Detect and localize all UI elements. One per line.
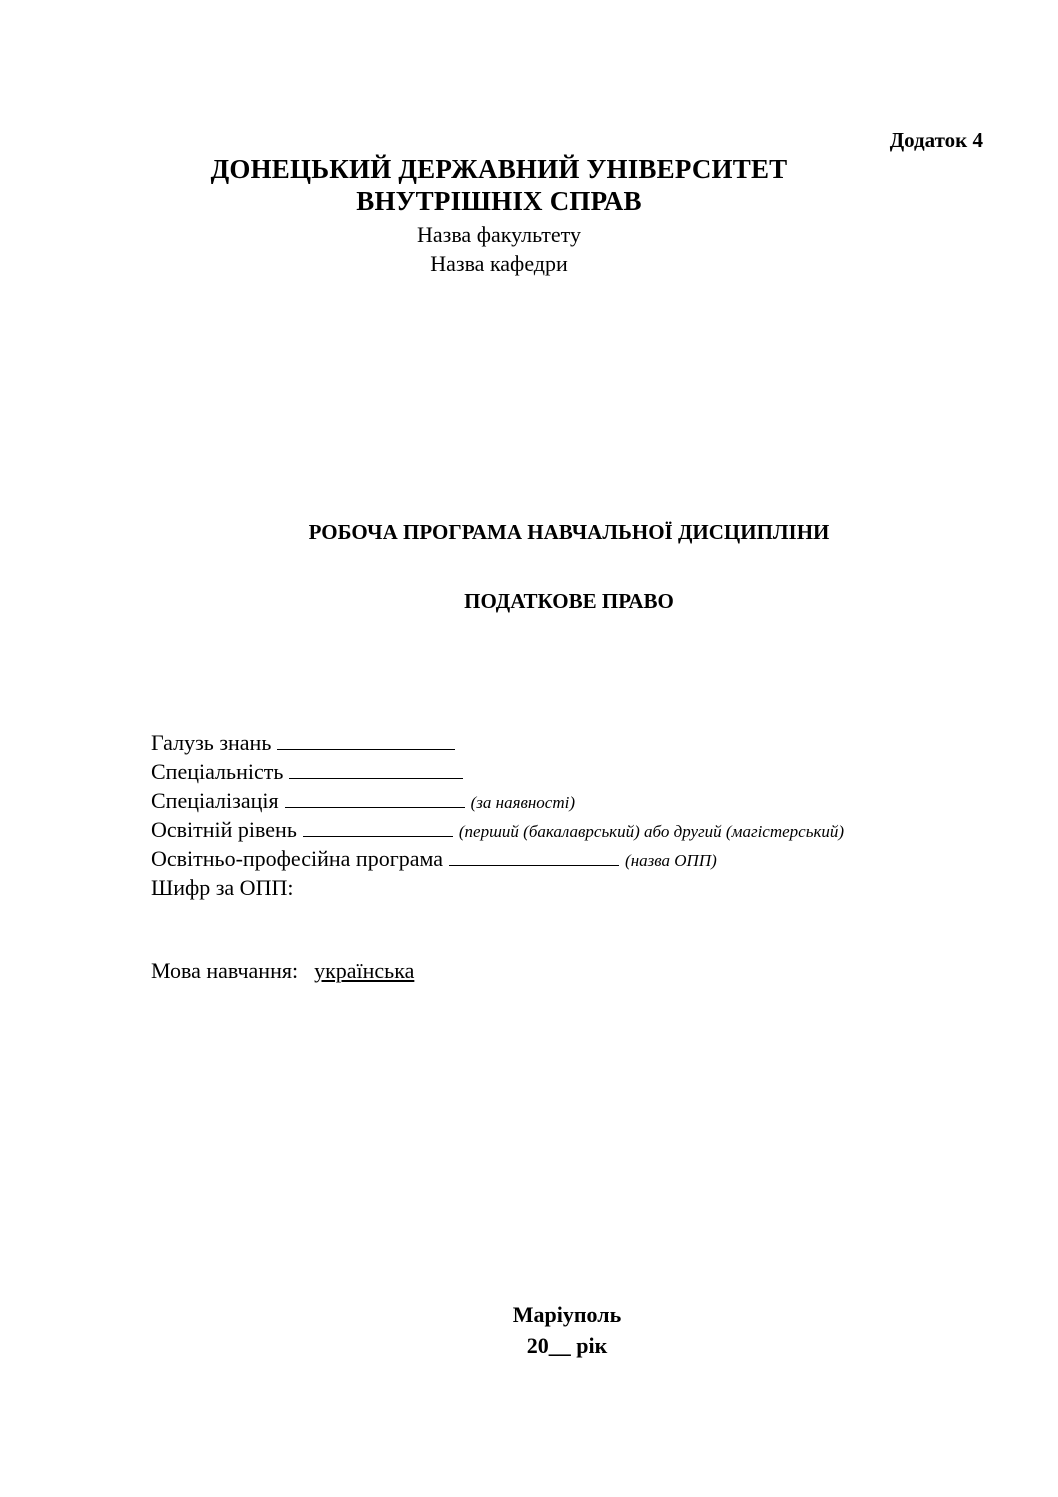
field-note: (назва ОПП) (625, 851, 717, 870)
language-label: Мова навчання: (151, 958, 299, 983)
blank-line (303, 816, 453, 837)
faculty-name: Назва факультету (416, 222, 581, 247)
blank-line (277, 729, 455, 750)
field-note: (за наявності) (470, 793, 576, 812)
field-specialty (151, 757, 844, 786)
university-name-line2: ВНУТРІШНІХ СПРАВ (356, 186, 642, 216)
city-name: Маріуполь (512, 1302, 622, 1327)
blank-line (449, 845, 619, 866)
field-program-code (151, 873, 844, 902)
university-name-line1: ДОНЕЦЬКИЙ ДЕРЖАВНИЙ УНІВЕРСИТЕТ (210, 154, 788, 184)
field-label: Спеціальність (151, 759, 284, 784)
field-educational-program (151, 844, 844, 873)
field-note: (перший (бакалаврський) або другий (магістерський) (458, 822, 845, 841)
appendix-label: Додаток 4 (889, 128, 983, 152)
field-education-level (151, 815, 844, 844)
program-fields (151, 728, 844, 902)
field-label: Спеціалізація (151, 788, 279, 813)
language-value: українська (314, 958, 415, 983)
program-title: РОБОЧА ПРОГРАМА НАВЧАЛЬНОЇ ДИСЦИПЛІНИ (308, 520, 830, 544)
year-label: 20__ рік (526, 1333, 608, 1358)
field-knowledge-area (151, 728, 844, 757)
blank-line (289, 758, 463, 779)
language-of-instruction (151, 958, 414, 984)
blank-line (285, 787, 465, 808)
field-label: Шифр за ОПП: (151, 875, 294, 900)
field-label: Освітній рівень (151, 817, 297, 842)
field-label: Освітньо-професійна програма (151, 846, 444, 871)
discipline-title: ПОДАТКОВЕ ПРАВО (464, 589, 674, 613)
department-name: Назва кафедри (430, 251, 568, 276)
field-specialization (151, 786, 844, 815)
field-label: Галузь знань (151, 730, 272, 755)
